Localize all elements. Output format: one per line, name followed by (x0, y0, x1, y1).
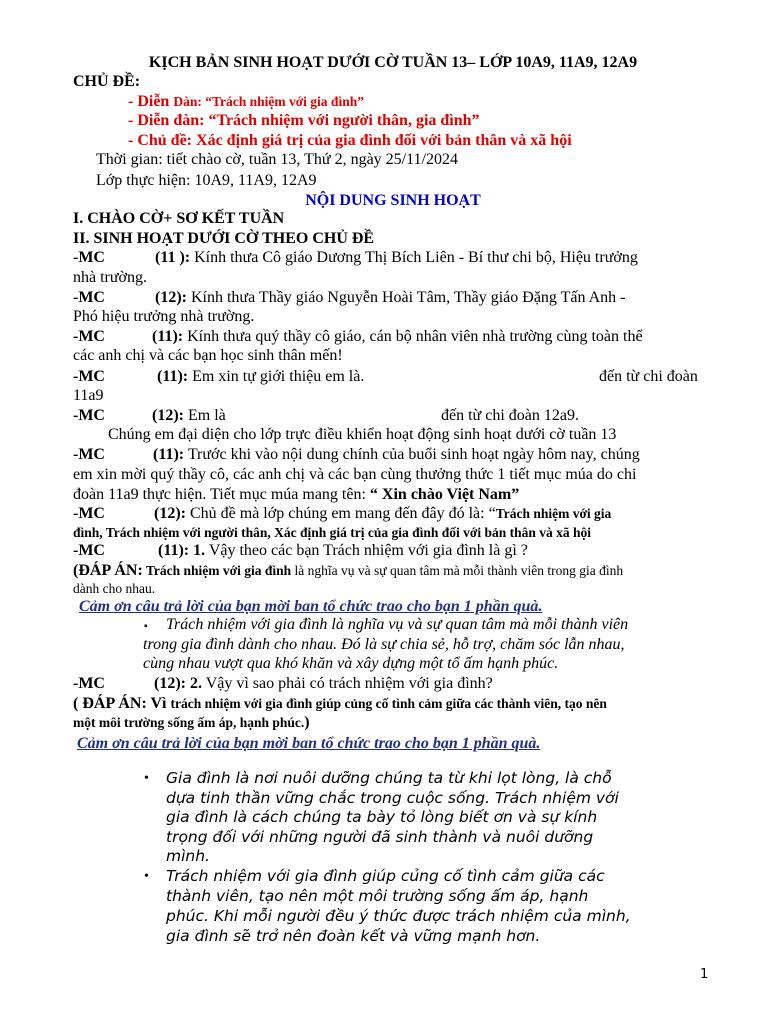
answer-bold: trách nhiệm với gia đình giúp củng cố tình cảm giữa các thành viên, tạo nên (170, 696, 607, 711)
script-line (73, 327, 713, 346)
script-line-cont: nhà trường. (73, 269, 148, 286)
thanks-line: Cảm ơn câu trả lời của bạn mời ban tổ chức trao cho bạn 1 phần quà. (79, 598, 543, 615)
line-text: Chủ đề mà lớp chúng em mang đến đây đó là: “ (185, 505, 496, 522)
topic-text: “Trách nhiệm với người thân, gia đình” (208, 112, 480, 129)
answer-tag: ( ĐÁP ÁN: Vì (73, 695, 171, 712)
speaker-tag: (11): (152, 328, 184, 345)
bullet-text: Gia đình là nơi nuôi dưỡng chúng ta từ khi lọt lòng, là chỗ (166, 769, 612, 787)
bullet-text: gia đình là cách chúng ta bày tỏ lòng biết ơn và sự kính (166, 808, 598, 826)
bullet-text: dựa tinh thần vững chắc trong cuộc sống. Trách nhiệm với (166, 789, 619, 807)
bullet-text: trọng đối với những người đã sinh thành và nuôi dưỡng (166, 828, 594, 846)
answer-text: là nghĩa vụ và sự quan tâm mà mỗi thành viên trong gia đình (291, 563, 624, 578)
speaker-tag: (12): (152, 407, 184, 424)
mc-label: -MC (73, 249, 105, 266)
topic-line-2 (128, 111, 768, 130)
script-line-cont: các anh chị và các bạn học sinh thân mến! (73, 347, 343, 364)
classes-line: Lớp thực hiện: 10A9, 11A9, 12A9 (96, 172, 317, 189)
line-text: Kính thưa Thầy giáo Nguyễn Hoài Tâm, Thầy giáo Đặng Tấn Anh - (186, 289, 626, 306)
topic-text: Dàn: “Trách nhiệm với gia đình” (173, 94, 364, 109)
line-text-right: đến từ chi đoàn (599, 368, 698, 385)
answer-line (73, 561, 713, 580)
script-line (73, 541, 713, 560)
script-line (73, 248, 713, 267)
script-line: Chúng em đại diện cho lớp trực điều khiển hoạt động sinh hoạt dưới cờ tuần 13 (108, 426, 617, 443)
script-line (73, 674, 713, 693)
script-line-cont (73, 485, 713, 504)
topic-prefix: - Diễn đàn: (128, 112, 209, 129)
topic-bold: Trách nhiệm với gia (495, 506, 612, 521)
line-text: Kính thưa Cô giáo Dương Thị Bích Liên - Bí thư chi bộ, Hiệu trưởng (190, 249, 638, 266)
bullet-text: gia đình sẽ trở nên đoàn kết và vững mạnh hơn. (166, 927, 541, 945)
line-text: Em xin tự giới thiệu em là. (188, 368, 365, 385)
answer-bold: một môi trường sống ấm áp, hạnh phúc. (73, 715, 305, 730)
script-line (73, 288, 713, 307)
mc-label: -MC (73, 289, 105, 306)
script-line-cont: 11a9 (73, 387, 104, 404)
mc-label: -MC (73, 328, 105, 345)
mc-label: -MC (73, 505, 105, 522)
script-line-cont: Phó hiệu trưởng nhà trường. (73, 308, 255, 325)
line-text: Kính thưa quý thầy cô giáo, cán bộ nhân viên nhà trường cùng toàn thể (183, 328, 643, 345)
speaker-tag: (12): 2. (154, 675, 202, 692)
page-number: 1 (700, 967, 709, 982)
speaker-tag: (12): (155, 289, 187, 306)
script-line-cont: đình, Trách nhiệm với người thân, Xác định giá trị của gia đình đối với bản thân và xã hội (73, 525, 592, 540)
speaker-tag: (11 ): (155, 249, 191, 266)
answer-bold: Trách nhiệm với gia đình (142, 563, 292, 578)
topic-prefix: - Diễn (128, 93, 174, 110)
bullet-text: phúc. Khi mỗi người đều ý thức được trách nhiệm của mình, (166, 907, 631, 925)
line-text: Vậy vì sao phải có trách nhiệm với gia đình? (201, 675, 493, 692)
square-bullet-icon: ▪ (144, 621, 148, 632)
line-text: đoàn 11a9 thực hiện. Tiết mục múa mang tên: (73, 486, 370, 503)
mc-label: -MC (73, 675, 105, 692)
bullet-icon: • (144, 869, 149, 884)
script-line (73, 504, 713, 523)
mc-label: -MC (73, 407, 105, 424)
speaker-tag: (12): (154, 505, 186, 522)
dance-title: “ Xin chào Việt Nam” (369, 486, 520, 503)
line-text-right: đến từ chi đoàn 12a9. (441, 407, 579, 424)
bullet-text: Trách nhiệm với gia đình là nghĩa vụ và sự quan tâm mà mỗi thành viên (166, 616, 629, 633)
bullet-icon: • (144, 771, 149, 786)
thanks-line: Cảm ơn câu trả lời của bạn mời ban tổ chức trao cho bạn 1 phần quà. (77, 735, 541, 752)
topic-line-3 (128, 131, 768, 150)
answer-line-cont (73, 713, 713, 732)
answer-line-cont: dành cho nhau. (73, 581, 156, 596)
bullet-text: mình. (166, 847, 210, 865)
topic-prefix: - Chủ đề: (128, 132, 197, 149)
bullet-text: trong gia đình dành cho nhau. Đó là sự chia sẻ, hỗ trợ, chăm sóc lẫn nhau, (143, 636, 625, 653)
line-text: Em là (183, 407, 226, 424)
page-title: KỊCH BẢN SINH HOẠT DƯỚI CỜ TUẦN 13– LỚP 10A9, 11A9, 12A9 (148, 54, 638, 71)
answer-line (73, 694, 713, 713)
answer-tag: (ĐÁP ÁN: (73, 562, 143, 579)
mc-label: -MC (73, 368, 105, 385)
content-heading: NỘI DUNG SINH HOẠT (305, 192, 481, 209)
line-text: Vậy theo các bạn Trách nhiệm với gia đình là gì ? (205, 542, 528, 559)
script-line-cont: em xin mời quý thầy cô, các anh chị và các bạn cùng thưởng thức 1 tiết mục múa do chi (73, 466, 637, 483)
topic-label: CHỦ ĐỀ: (73, 73, 141, 90)
topic-line-1 (128, 92, 768, 111)
script-line (73, 445, 713, 464)
answer-close: ) (304, 714, 310, 731)
bullet-text: cùng nhau vượt qua khó khăn và xây dựng một tổ ấm hạnh phúc. (143, 655, 559, 672)
speaker-tag: (11): 1. (158, 542, 206, 559)
bullet-text: Trách nhiệm với gia đình giúp củng cố tình cảm giữa các (166, 867, 605, 885)
speaker-tag: (11): (157, 368, 189, 385)
mc-label: -MC (73, 542, 105, 559)
topic-text: Xác định giá trị của gia đình đối với bản thân và xã hội (196, 132, 572, 149)
speaker-tag: (11): (153, 446, 185, 463)
time-line: Thời gian: tiết chào cờ, tuần 13, Thứ 2, ngày 25/11/2024 (96, 151, 458, 168)
bullet-text: thành viên, tạo nên một môi trường sống ấm áp, hạnh (166, 887, 589, 905)
line-text: Trước khi vào nội dung chính của buổi sinh hoạt ngày hôm nay, chúng (184, 446, 640, 463)
mc-label: -MC (73, 446, 105, 463)
section-1-heading: I. CHÀO CỜ+ SƠ KẾT TUẦN (73, 210, 285, 227)
section-2-heading: II. SINH HOẠT DƯỚI CỜ THEO CHỦ ĐỀ (73, 230, 375, 247)
